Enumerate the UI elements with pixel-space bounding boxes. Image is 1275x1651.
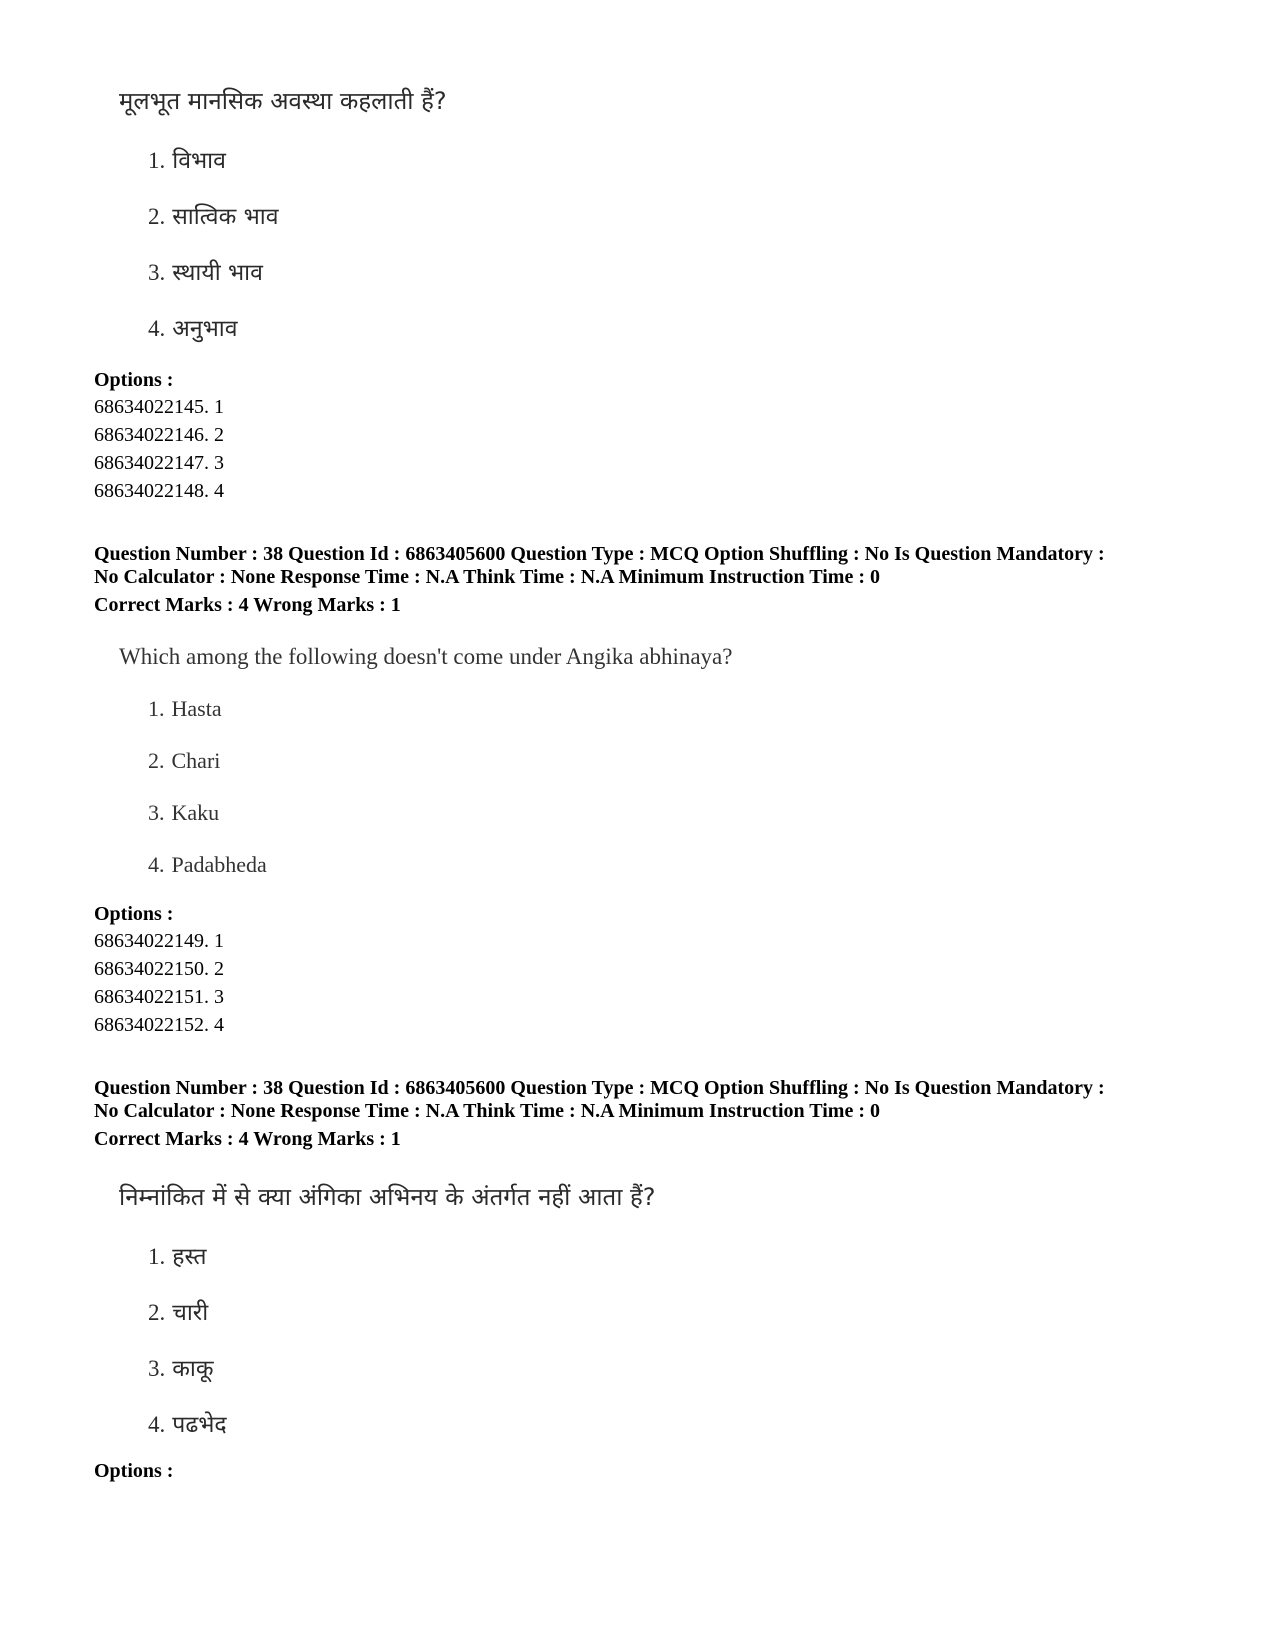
- question-marks: Correct Marks : 4 Wrong Marks : 1: [94, 1128, 401, 1150]
- choice-item: [148, 311, 238, 343]
- choice-item: [148, 852, 267, 878]
- options-heading: Options :: [94, 1460, 174, 1482]
- choice-number: 2.: [148, 1300, 166, 1325]
- choice-text: पढभेद: [172, 1412, 227, 1438]
- options-heading: Options :: [94, 903, 174, 925]
- choice-item: [148, 800, 219, 826]
- choice-text: अनुभाव: [172, 316, 238, 342]
- choice-number: 4.: [148, 1412, 166, 1437]
- choice-item: [148, 1351, 214, 1383]
- choice-item: [148, 1295, 208, 1327]
- choice-item: [148, 1407, 227, 1439]
- options-heading: Options :: [94, 369, 174, 391]
- option-id-line: 68634022146. 2: [94, 424, 224, 446]
- choice-number: 2.: [148, 204, 166, 229]
- choice-text: काकू: [172, 1356, 214, 1382]
- choice-item: [148, 255, 263, 287]
- option-id-line: 68634022145. 1: [94, 396, 224, 418]
- question-meta-line2: No Calculator : None Response Time : N.A Think Time : N.A Minimum Instruction Time : 0: [94, 1100, 880, 1122]
- choice-number: 1.: [148, 696, 165, 721]
- choice-text: विभाव: [172, 148, 226, 174]
- question-meta-line1: Question Number : 38 Question Id : 6863405600 Question Type : MCQ Option Shuffling : No Is Question Mandatory :: [94, 1077, 1105, 1099]
- choice-item: [148, 199, 278, 231]
- choice-item: [148, 143, 226, 175]
- choice-number: 2.: [148, 748, 165, 773]
- option-id-line: 68634022150. 2: [94, 958, 224, 980]
- choice-number: 4.: [148, 852, 165, 877]
- choice-number: 3.: [148, 260, 166, 285]
- question-text-english: Which among the following doesn't come under Angika abhinaya?: [119, 644, 733, 669]
- choice-number: 1.: [148, 1244, 166, 1269]
- choice-text: सात्विक भाव: [172, 204, 279, 230]
- choice-text: Hasta: [171, 696, 222, 721]
- option-id-line: 68634022152. 4: [94, 1014, 224, 1036]
- option-id-line: 68634022148. 4: [94, 480, 224, 502]
- question-meta-line2: No Calculator : None Response Time : N.A Think Time : N.A Minimum Instruction Time : 0: [94, 566, 880, 588]
- choice-item: [148, 696, 222, 722]
- option-id-line: 68634022151. 3: [94, 986, 224, 1008]
- choice-text: Kaku: [171, 800, 220, 825]
- option-id-line: 68634022149. 1: [94, 930, 224, 952]
- choice-item: [148, 748, 220, 774]
- question-text-hindi-1: मूलभूत मानसिक अवस्था कहलाती हैं?: [119, 87, 447, 115]
- option-id-line: 68634022147. 3: [94, 452, 224, 474]
- choice-number: 1.: [148, 148, 166, 173]
- question-text-hindi-2: निम्नांकित में से क्या अंगिका अभिनय के अंतर्गत नहीं आता हैं?: [119, 1183, 656, 1211]
- choice-item: [148, 1239, 207, 1271]
- choice-number: 3.: [148, 800, 165, 825]
- choice-text: Chari: [171, 748, 221, 773]
- choice-text: हस्त: [172, 1244, 207, 1270]
- choice-text: स्थायी भाव: [172, 260, 263, 286]
- choice-text: चारी: [172, 1300, 209, 1326]
- choice-number: 4.: [148, 316, 166, 341]
- choice-text: Padabheda: [171, 852, 267, 877]
- choice-number: 3.: [148, 1356, 166, 1381]
- question-meta-line1: Question Number : 38 Question Id : 6863405600 Question Type : MCQ Option Shuffling : No Is Question Mandatory :: [94, 543, 1105, 565]
- question-marks: Correct Marks : 4 Wrong Marks : 1: [94, 594, 401, 616]
